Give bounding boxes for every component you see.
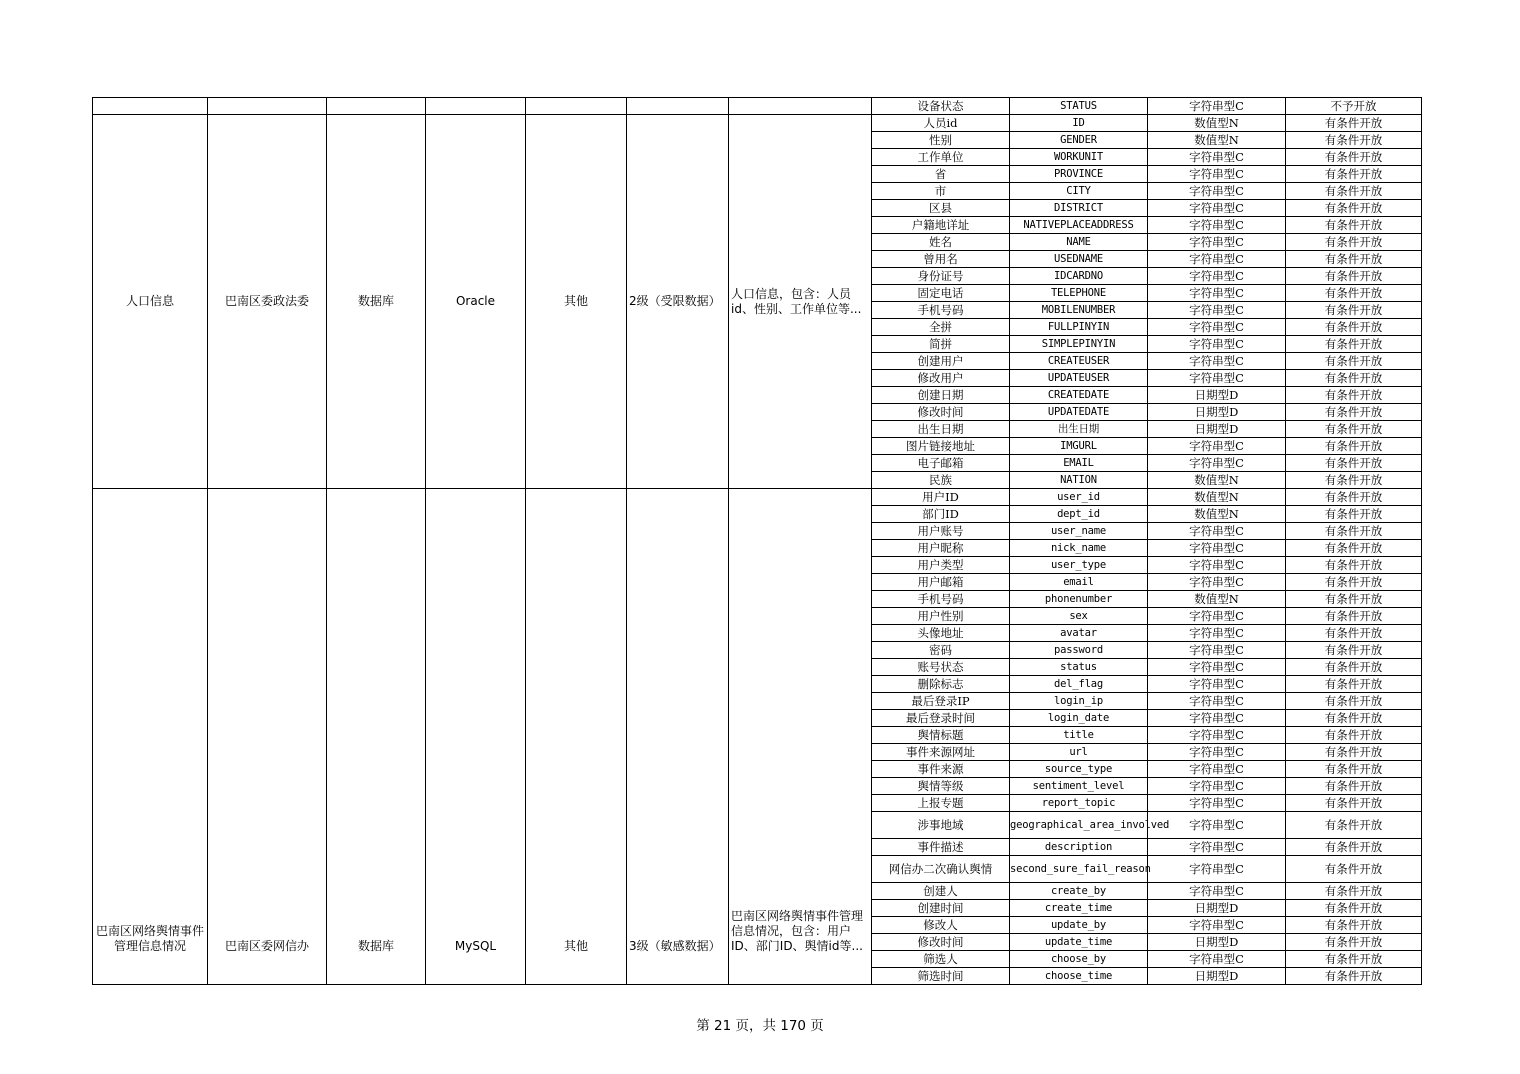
field-open-status: 有条件开放 (1286, 900, 1422, 917)
field-open-status: 有条件开放 (1286, 676, 1422, 693)
field-code: update_by (1010, 917, 1148, 934)
field-open-status: 有条件开放 (1286, 540, 1422, 557)
field-type: 字符串型C (1148, 200, 1286, 217)
field-open-status: 有条件开放 (1286, 268, 1422, 285)
field-name: 创建日期 (872, 387, 1010, 404)
field-name: 身份证号 (872, 268, 1010, 285)
field-open-status: 有条件开放 (1286, 336, 1422, 353)
field-open-status: 有条件开放 (1286, 472, 1422, 489)
resource-summary: 人口信息，包含：人员id、性别、工作单位等... (729, 115, 872, 489)
security-level: 3级（敏感数据） (627, 489, 729, 985)
field-code: CITY (1010, 183, 1148, 200)
field-type: 数值型N (1148, 115, 1286, 132)
field-name: 修改时间 (872, 404, 1010, 421)
field-type: 日期型D (1148, 421, 1286, 438)
field-code: TELEPHONE (1010, 285, 1148, 302)
field-type: 数值型N (1148, 132, 1286, 149)
field-code: CREATEDATE (1010, 387, 1148, 404)
field-open-status: 有条件开放 (1286, 438, 1422, 455)
field-open-status: 有条件开放 (1286, 353, 1422, 370)
field-open-status: 有条件开放 (1286, 761, 1422, 778)
field-open-status: 有条件开放 (1286, 557, 1422, 574)
field-code: update_time (1010, 934, 1148, 951)
field-type: 日期型D (1148, 387, 1286, 404)
field-type: 字符串型C (1148, 812, 1286, 839)
field-name: 固定电话 (872, 285, 1010, 302)
field-name: 图片链接地址 (872, 438, 1010, 455)
field-open-status: 有条件开放 (1286, 217, 1422, 234)
field-open-status: 有条件开放 (1286, 951, 1422, 968)
provider-dept: 巴南区委政法委 (208, 115, 327, 489)
table-row (93, 115, 1422, 132)
field-open-status: 有条件开放 (1286, 778, 1422, 795)
field-type: 字符串型C (1148, 951, 1286, 968)
field-code: login_date (1010, 710, 1148, 727)
field-code: GENDER (1010, 132, 1148, 149)
field-name: 手机号码 (872, 302, 1010, 319)
field-name: 用户邮箱 (872, 574, 1010, 591)
continued-cell (426, 98, 526, 115)
field-name: 修改时间 (872, 934, 1010, 951)
field-open-status: 有条件开放 (1286, 727, 1422, 744)
field-name: 电子邮箱 (872, 455, 1010, 472)
database-type: MySQL (426, 489, 526, 985)
field-name: 创建用户 (872, 353, 1010, 370)
field-name: 账号状态 (872, 659, 1010, 676)
resource-summary: 巴南区网络舆情事件管理信息情况，包含：用户ID、部门ID、舆情id等... (729, 489, 872, 985)
field-open-status: 有条件开放 (1286, 574, 1422, 591)
field-name: 姓名 (872, 234, 1010, 251)
field-type: 字符串型C (1148, 336, 1286, 353)
system-type: 其他 (526, 115, 627, 489)
page-footer: 第 21 页，共 170 页 (696, 1018, 824, 1034)
field-code: phonenumber (1010, 591, 1148, 608)
field-type: 字符串型C (1148, 302, 1286, 319)
field-open-status: 有条件开放 (1286, 591, 1422, 608)
field-name: 密码 (872, 642, 1010, 659)
field-name: 筛选人 (872, 951, 1010, 968)
field-code: SIMPLEPINYIN (1010, 336, 1148, 353)
field-code: FULLPINYIN (1010, 319, 1148, 336)
field-name: 曾用名 (872, 251, 1010, 268)
field-type: 字符串型C (1148, 883, 1286, 900)
field-type: 字符串型C (1148, 557, 1286, 574)
field-code: sentiment_level (1010, 778, 1148, 795)
field-type: 数值型N (1148, 506, 1286, 523)
field-open-status: 有条件开放 (1286, 659, 1422, 676)
field-name: 出生日期 (872, 421, 1010, 438)
field-type: 字符串型C (1148, 523, 1286, 540)
field-code: choose_time (1010, 968, 1148, 985)
field-type: 字符串型C (1148, 285, 1286, 302)
field-code: nick_name (1010, 540, 1148, 557)
field-name: 用户账号 (872, 523, 1010, 540)
field-name: 筛选时间 (872, 968, 1010, 985)
field-name: 最后登录时间 (872, 710, 1010, 727)
field-code: login_ip (1010, 693, 1148, 710)
field-name: 市 (872, 183, 1010, 200)
field-type: 数值型N (1148, 472, 1286, 489)
field-open-status: 有条件开放 (1286, 132, 1422, 149)
field-name: 创建时间 (872, 900, 1010, 917)
field-type: 字符串型C (1148, 856, 1286, 883)
field-type: 字符串型C (1148, 727, 1286, 744)
field-name: 人员id (872, 115, 1010, 132)
field-name: 民族 (872, 472, 1010, 489)
field-type: 字符串型C (1148, 166, 1286, 183)
field-type: 日期型D (1148, 900, 1286, 917)
field-type: 字符串型C (1148, 574, 1286, 591)
field-code: STATUS (1010, 98, 1148, 115)
field-type: 字符串型C (1148, 370, 1286, 387)
field-type: 日期型D (1148, 404, 1286, 421)
field-name: 户籍地详址 (872, 217, 1010, 234)
resource-kind: 数据库 (327, 115, 426, 489)
resource-name: 人口信息 (93, 115, 208, 489)
field-type: 数值型N (1148, 591, 1286, 608)
field-code: del_flag (1010, 676, 1148, 693)
field-open-status: 有条件开放 (1286, 370, 1422, 387)
continued-cell (208, 98, 327, 115)
field-name: 创建人 (872, 883, 1010, 900)
field-type: 字符串型C (1148, 217, 1286, 234)
field-type: 字符串型C (1148, 778, 1286, 795)
field-open-status: 有条件开放 (1286, 839, 1422, 856)
field-name: 事件来源网址 (872, 744, 1010, 761)
field-open-status: 有条件开放 (1286, 183, 1422, 200)
field-open-status: 有条件开放 (1286, 856, 1422, 883)
field-type: 字符串型C (1148, 540, 1286, 557)
field-code: NATION (1010, 472, 1148, 489)
field-open-status: 有条件开放 (1286, 200, 1422, 217)
field-type: 字符串型C (1148, 795, 1286, 812)
field-open-status: 有条件开放 (1286, 251, 1422, 268)
field-name: 上报专题 (872, 795, 1010, 812)
field-name: 手机号码 (872, 591, 1010, 608)
field-type: 字符串型C (1148, 761, 1286, 778)
field-code: title (1010, 727, 1148, 744)
field-code: create_by (1010, 883, 1148, 900)
field-name: 修改人 (872, 917, 1010, 934)
field-open-status: 有条件开放 (1286, 302, 1422, 319)
field-open-status: 有条件开放 (1286, 285, 1422, 302)
field-type: 字符串型C (1148, 710, 1286, 727)
field-name: 性别 (872, 132, 1010, 149)
field-type: 数值型N (1148, 489, 1286, 506)
field-type: 字符串型C (1148, 98, 1286, 115)
field-code: user_name (1010, 523, 1148, 540)
field-code: USEDNAME (1010, 251, 1148, 268)
field-type: 字符串型C (1148, 917, 1286, 934)
field-type: 字符串型C (1148, 676, 1286, 693)
field-type: 字符串型C (1148, 455, 1286, 472)
field-open-status: 有条件开放 (1286, 710, 1422, 727)
field-code: report_topic (1010, 795, 1148, 812)
field-code: sex (1010, 608, 1148, 625)
field-code: source_type (1010, 761, 1148, 778)
field-name: 涉事地域 (872, 812, 1010, 839)
field-open-status: 有条件开放 (1286, 234, 1422, 251)
field-name: 部门ID (872, 506, 1010, 523)
database-type: Oracle (426, 115, 526, 489)
field-open-status: 有条件开放 (1286, 523, 1422, 540)
field-open-status: 有条件开放 (1286, 166, 1422, 183)
field-name: 用户性别 (872, 608, 1010, 625)
field-code: IDCARDNO (1010, 268, 1148, 285)
catalog-table (92, 97, 1422, 985)
field-open-status: 有条件开放 (1286, 642, 1422, 659)
field-code: choose_by (1010, 951, 1148, 968)
continued-cell (526, 98, 627, 115)
field-open-status: 有条件开放 (1286, 625, 1422, 642)
field-code: user_type (1010, 557, 1148, 574)
field-open-status: 有条件开放 (1286, 387, 1422, 404)
field-type: 字符串型C (1148, 234, 1286, 251)
field-open-status: 有条件开放 (1286, 404, 1422, 421)
field-open-status: 有条件开放 (1286, 693, 1422, 710)
field-type: 字符串型C (1148, 353, 1286, 370)
field-open-status: 有条件开放 (1286, 934, 1422, 951)
field-code: dept_id (1010, 506, 1148, 523)
field-name: 舆情等级 (872, 778, 1010, 795)
field-code: CREATEUSER (1010, 353, 1148, 370)
field-open-status: 有条件开放 (1286, 795, 1422, 812)
field-open-status: 有条件开放 (1286, 115, 1422, 132)
field-name: 事件来源 (872, 761, 1010, 778)
field-type: 字符串型C (1148, 183, 1286, 200)
field-open-status: 有条件开放 (1286, 506, 1422, 523)
field-name: 工作单位 (872, 149, 1010, 166)
field-code: create_time (1010, 900, 1148, 917)
field-open-status: 有条件开放 (1286, 421, 1422, 438)
field-name: 删除标志 (872, 676, 1010, 693)
field-code: DISTRICT (1010, 200, 1148, 217)
field-name: 区县 (872, 200, 1010, 217)
field-type: 字符串型C (1148, 251, 1286, 268)
field-name: 头像地址 (872, 625, 1010, 642)
field-open-status: 不予开放 (1286, 98, 1422, 115)
field-type: 字符串型C (1148, 319, 1286, 336)
field-open-status: 有条件开放 (1286, 319, 1422, 336)
field-name: 用户类型 (872, 557, 1010, 574)
field-name: 简拼 (872, 336, 1010, 353)
system-type: 其他 (526, 489, 627, 985)
field-code: EMAIL (1010, 455, 1148, 472)
field-type: 日期型D (1148, 968, 1286, 985)
field-open-status: 有条件开放 (1286, 812, 1422, 839)
field-open-status: 有条件开放 (1286, 149, 1422, 166)
field-name: 用户ID (872, 489, 1010, 506)
field-code: NATIVEPLACEADDRESS (1010, 217, 1148, 234)
field-code: 出生日期 (1010, 421, 1148, 438)
field-type: 字符串型C (1148, 693, 1286, 710)
field-type: 字符串型C (1148, 744, 1286, 761)
field-name: 最后登录IP (872, 693, 1010, 710)
field-code: user_id (1010, 489, 1148, 506)
field-code: PROVINCE (1010, 166, 1148, 183)
continued-cell (327, 98, 426, 115)
field-code: geographical_area_involved (1010, 812, 1148, 839)
table-row (93, 489, 1422, 506)
field-code: ID (1010, 115, 1148, 132)
field-name: 网信办二次确认舆情 (872, 856, 1010, 883)
field-code: email (1010, 574, 1148, 591)
field-name: 省 (872, 166, 1010, 183)
field-code: url (1010, 744, 1148, 761)
provider-dept: 巴南区委网信办 (208, 489, 327, 985)
field-open-status: 有条件开放 (1286, 883, 1422, 900)
field-open-status: 有条件开放 (1286, 489, 1422, 506)
field-name: 全拼 (872, 319, 1010, 336)
field-code: IMGURL (1010, 438, 1148, 455)
field-type: 日期型D (1148, 934, 1286, 951)
field-open-status: 有条件开放 (1286, 744, 1422, 761)
field-code: avatar (1010, 625, 1148, 642)
field-code: UPDATEDATE (1010, 404, 1148, 421)
field-open-status: 有条件开放 (1286, 917, 1422, 934)
field-code: NAME (1010, 234, 1148, 251)
field-code: MOBILENUMBER (1010, 302, 1148, 319)
field-type: 字符串型C (1148, 608, 1286, 625)
field-open-status: 有条件开放 (1286, 968, 1422, 985)
field-type: 字符串型C (1148, 149, 1286, 166)
field-name: 事件描述 (872, 839, 1010, 856)
field-type: 字符串型C (1148, 625, 1286, 642)
field-open-status: 有条件开放 (1286, 608, 1422, 625)
field-code: UPDATEUSER (1010, 370, 1148, 387)
continued-cell (627, 98, 729, 115)
field-name: 用户昵称 (872, 540, 1010, 557)
field-type: 字符串型C (1148, 659, 1286, 676)
field-code: second_sure_fail_reason (1010, 856, 1148, 883)
field-type: 字符串型C (1148, 642, 1286, 659)
resource-name: 巴南区网络舆情事件管理信息情况 (93, 489, 208, 985)
field-name: 修改用户 (872, 370, 1010, 387)
field-type: 字符串型C (1148, 839, 1286, 856)
field-name: 设备状态 (872, 98, 1010, 115)
table-row (93, 98, 1422, 115)
continued-cell (729, 98, 872, 115)
field-code: WORKUNIT (1010, 149, 1148, 166)
field-name: 舆情标题 (872, 727, 1010, 744)
field-open-status: 有条件开放 (1286, 455, 1422, 472)
resource-kind: 数据库 (327, 489, 426, 985)
field-code: status (1010, 659, 1148, 676)
field-type: 字符串型C (1148, 268, 1286, 285)
security-level: 2级（受限数据） (627, 115, 729, 489)
continued-cell (93, 98, 208, 115)
catalog-sheet (92, 97, 1422, 985)
field-type: 字符串型C (1148, 438, 1286, 455)
field-code: description (1010, 839, 1148, 856)
field-code: password (1010, 642, 1148, 659)
